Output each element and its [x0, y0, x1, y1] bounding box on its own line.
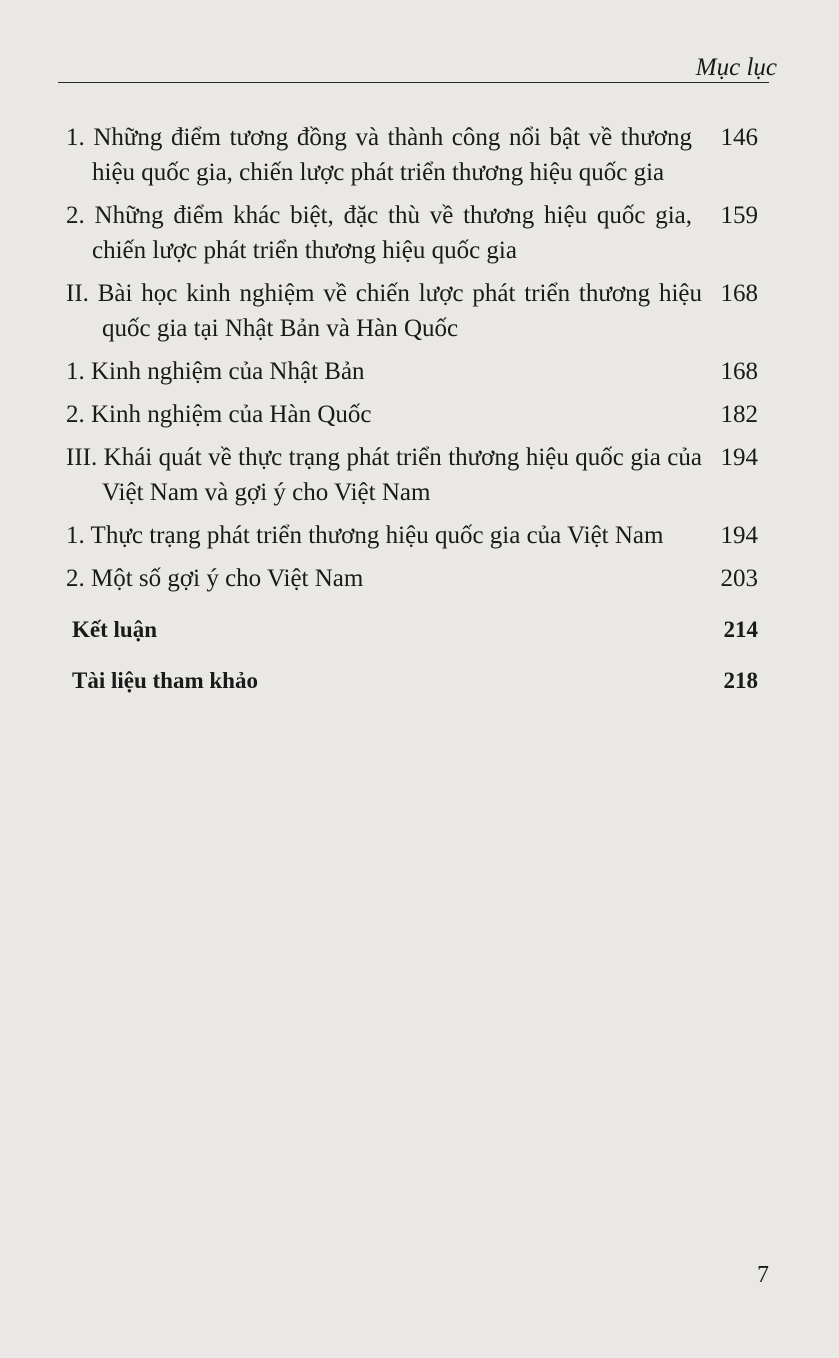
toc-entry [66, 198, 766, 268]
toc-entry-text: 1. Kinh nghiệm của Nhật Bản [66, 358, 365, 385]
toc-entry [66, 120, 766, 190]
header-rule [58, 82, 769, 83]
toc-entry-page: 146 [720, 124, 758, 151]
page-number: 7 [757, 1262, 769, 1288]
toc-entry [66, 397, 766, 432]
toc-entry-references [66, 663, 766, 698]
toc-entry [66, 518, 766, 553]
running-header-title: Mục lục [695, 54, 777, 81]
toc-entry-conclusion [66, 612, 766, 647]
toc-entry [66, 561, 766, 596]
toc-entry-text: 2. Kinh nghiệm của Hàn Quốc [66, 401, 372, 428]
toc-entry [66, 440, 766, 510]
toc-entry [66, 276, 766, 346]
toc-entry-page: 218 [723, 668, 758, 693]
table-of-contents [66, 120, 766, 698]
toc-entry-page: 194 [720, 444, 758, 471]
toc-entry-page: 168 [720, 358, 758, 385]
toc-entry-page: 194 [720, 522, 758, 549]
toc-entry-text: III. Khái quát về thực trạng phát triển thương hiệu quốc gia của Việt Nam và gợi ý cho Việt Nam [66, 444, 702, 506]
toc-entry-text: 1. Thực trạng phát triển thương hiệu quốc gia của Việt Nam [66, 522, 664, 549]
toc-entry-text: Tài liệu tham khảo [72, 668, 258, 693]
toc-entry-page: 214 [723, 617, 758, 642]
toc-entry-page: 203 [720, 565, 758, 592]
toc-entry-text: 2. Một số gợi ý cho Việt Nam [66, 565, 364, 592]
toc-entry-text: 2. Những điểm khác biệt, đặc thù về thương hiệu quốc gia, chiến lược phát triển thương hiệu quốc gia [66, 202, 692, 264]
toc-entry-text: Kết luận [72, 617, 157, 642]
toc-entry-page: 182 [720, 401, 758, 428]
toc-entry-page: 168 [720, 280, 758, 307]
toc-entry-page: 159 [720, 202, 758, 229]
toc-entry-text: 1. Những điểm tương đồng và thành công nổi bật về thương hiệu quốc gia, chiến lược phát triển thương hiệu quốc gia [66, 124, 692, 186]
toc-entry [66, 354, 766, 389]
toc-entry-text: II. Bài học kinh nghiệm về chiến lược phát triển thương hiệu quốc gia tại Nhật Bản và Hàn Quốc [66, 280, 702, 342]
